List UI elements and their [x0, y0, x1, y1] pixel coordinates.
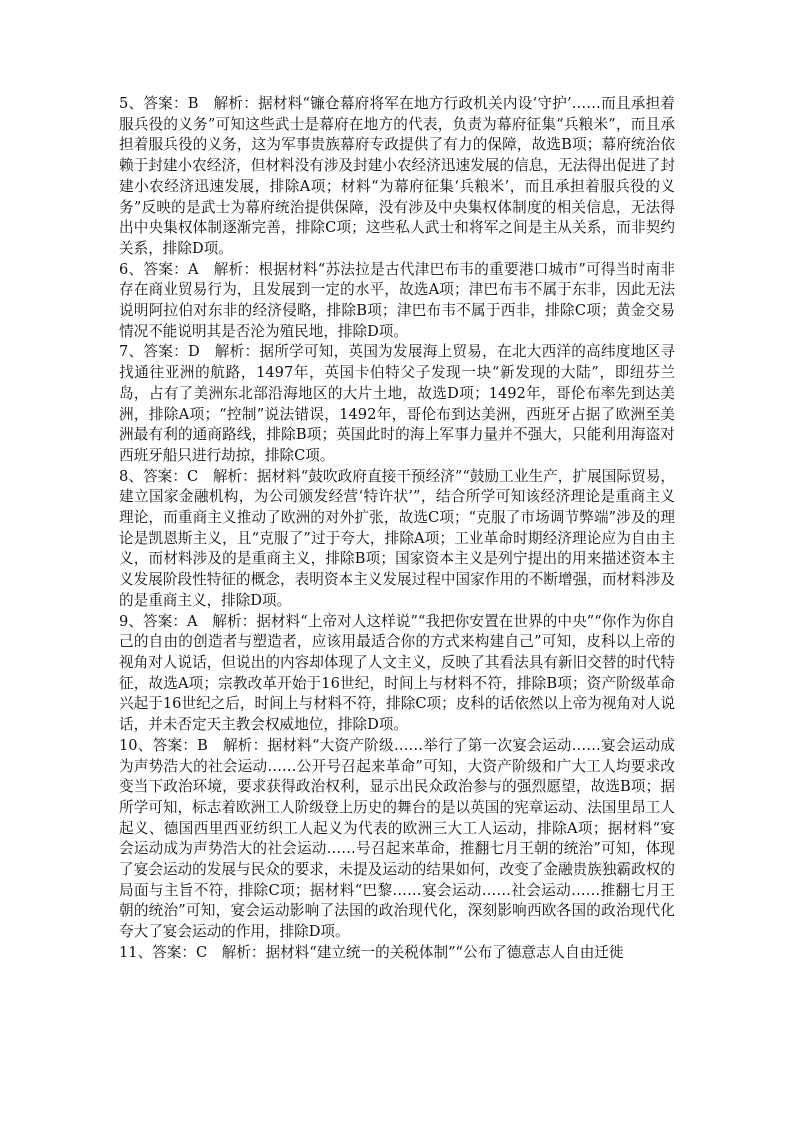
- answer-paragraph-9: 9、答案：A 解析：据材料“上帝对人这样说”“我把你安置在世界的中央”“你作为你自己的自由的创造者与塑造者，应该用最适合你的方式来构建自己”可知，皮科以上帝的视角对人说话，但说出的内容却体现了人文主义，反映了其看法具有新旧交替的时代特征，故选A项；宗教改革开始于16世纪，时间上与材料不符，排除B项；资产阶级革命兴起于16世纪之后，时间上与材料不符，排除C项；皮科的话依然以上帝为视角对人说话，并未否定天主教会权威地位，排除D项。: [119, 612, 675, 734]
- answer-paragraph-7: 7、答案：D 解析：据所学可知，英国为发展海上贸易，在北大西洋的高纬度地区寻找通往亚洲的航路，1497年，英国卡伯特父子发现一块“新发现的大陆”，即纽芬兰岛，占有了美洲东北部沿海地区的大片土地，故选D项；1492年，哥伦布率先到达美洲，排除A项；“控制”说法错误，1492年，哥伦布到达美洲，西班牙占据了欧洲至美洲最有利的通商路线，排除B项；英国此时的海上军事力量并不强大，只能利用海盗对西班牙船只进行劫掠，排除C项。: [119, 343, 675, 464]
- answer-paragraph-11: 11、答案：C 解析：据材料“建立统一的关税体制”“公布了德意志人自由迁徙: [119, 943, 624, 961]
- answer-paragraph-6: 6、答案：A 解析：根据材料“苏法拉是古代津巴布韦的重要港口城市”可得当时南非存在商业贸易行为，且发展到一定的水平，故选A项；津巴布韦不属于东非，因此无法说明阿拉伯对东非的经济侵略，排除B项；津巴布韦不属于西非，排除C项；黄金交易情况不能说明其是否沦为殖民地，排除D项。: [119, 260, 675, 340]
- answer-paragraph-5: 5、答案：B 解析：据材料“镰仓幕府将军在地方行政机关内设‘守护’……而且承担着服兵役的义务”可知这些武士是幕府在地方的代表，负责为幕府征集“兵粮米”，而且承担着服兵役的义务，这为军事贵族幕府专政提供了有力的保障，故选B项；幕府统治依赖于封建小农经济，但材料没有涉及封建小农经济迅速发展的信息，无法得出促进了封建小农经济迅速发展，排除A项；材料“为幕府征集‘兵粮米’，而且承担着服兵役的义务”反映的是武士为幕府统治提供保障，没有涉及中央集权体制度的相关信息，无法得出中央集权体制逐渐完善，排除C项；这些私人武士和将军之间是主从关系，而非契约关系，排除D项。: [119, 95, 675, 257]
- answer-explanations: [119, 94, 675, 964]
- answer-paragraph-10: 10、答案：B 解析：据材料“大资产阶级……举行了第一次宴会运动……宴会运动成为声势浩大的社会运动……公开号召起来革命”可知，大资产阶级和广大工人均要求改变当下政治环境，要求获得政治权利，显示出民众政治参与的强烈愿望，故选B项；据所学可知，标志着欧洲工人阶级登上历史的舞台的是以英国的宪章运动、法国里昂工人起义、德国西里西亚纺织工人起义为代表的欧洲三大工人运动，排除A项；据材料“宴会运动成为声势浩大的社会运动……号召起来革命，推翻七月王朝的统治”可知，体现了宴会运动的发展与民众的要求，未提及运动的结果如何，改变了金融贵族独霸政权的局面与主旨不符，排除C项；据材料“巴黎……宴会运动……社会运动……推翻七月王朝的统治”可知，宴会运动影响了法国的政治现代化，深刻影响西欧各国的政治现代化夸大了宴会运动的作用，排除D项。: [119, 736, 675, 941]
- answer-paragraph-8: 8、答案：C 解析：据材料“鼓吹政府直接干预经济”“鼓励工业生产，扩展国际贸易，建立国家金融机构，为公司颁发经营‘特许状’”，结合所学可知该经济理论是重商主义理论，而重商主义推动了欧洲的对外扩张，故选C项；“克服了市场调节弊端”涉及的理论是凯恩斯主义，且“克服了”过于夸大，排除A项；工业革命时期经济理论应为自由主义，而材料涉及的是重商主义，排除B项；国家资本主义是列宁提出的用来描述资本主义发展阶段性特征的概念，表明资本主义发展过程中国家作用的不断增强，而材料涉及的是重商主义，排除D项。: [119, 467, 675, 609]
